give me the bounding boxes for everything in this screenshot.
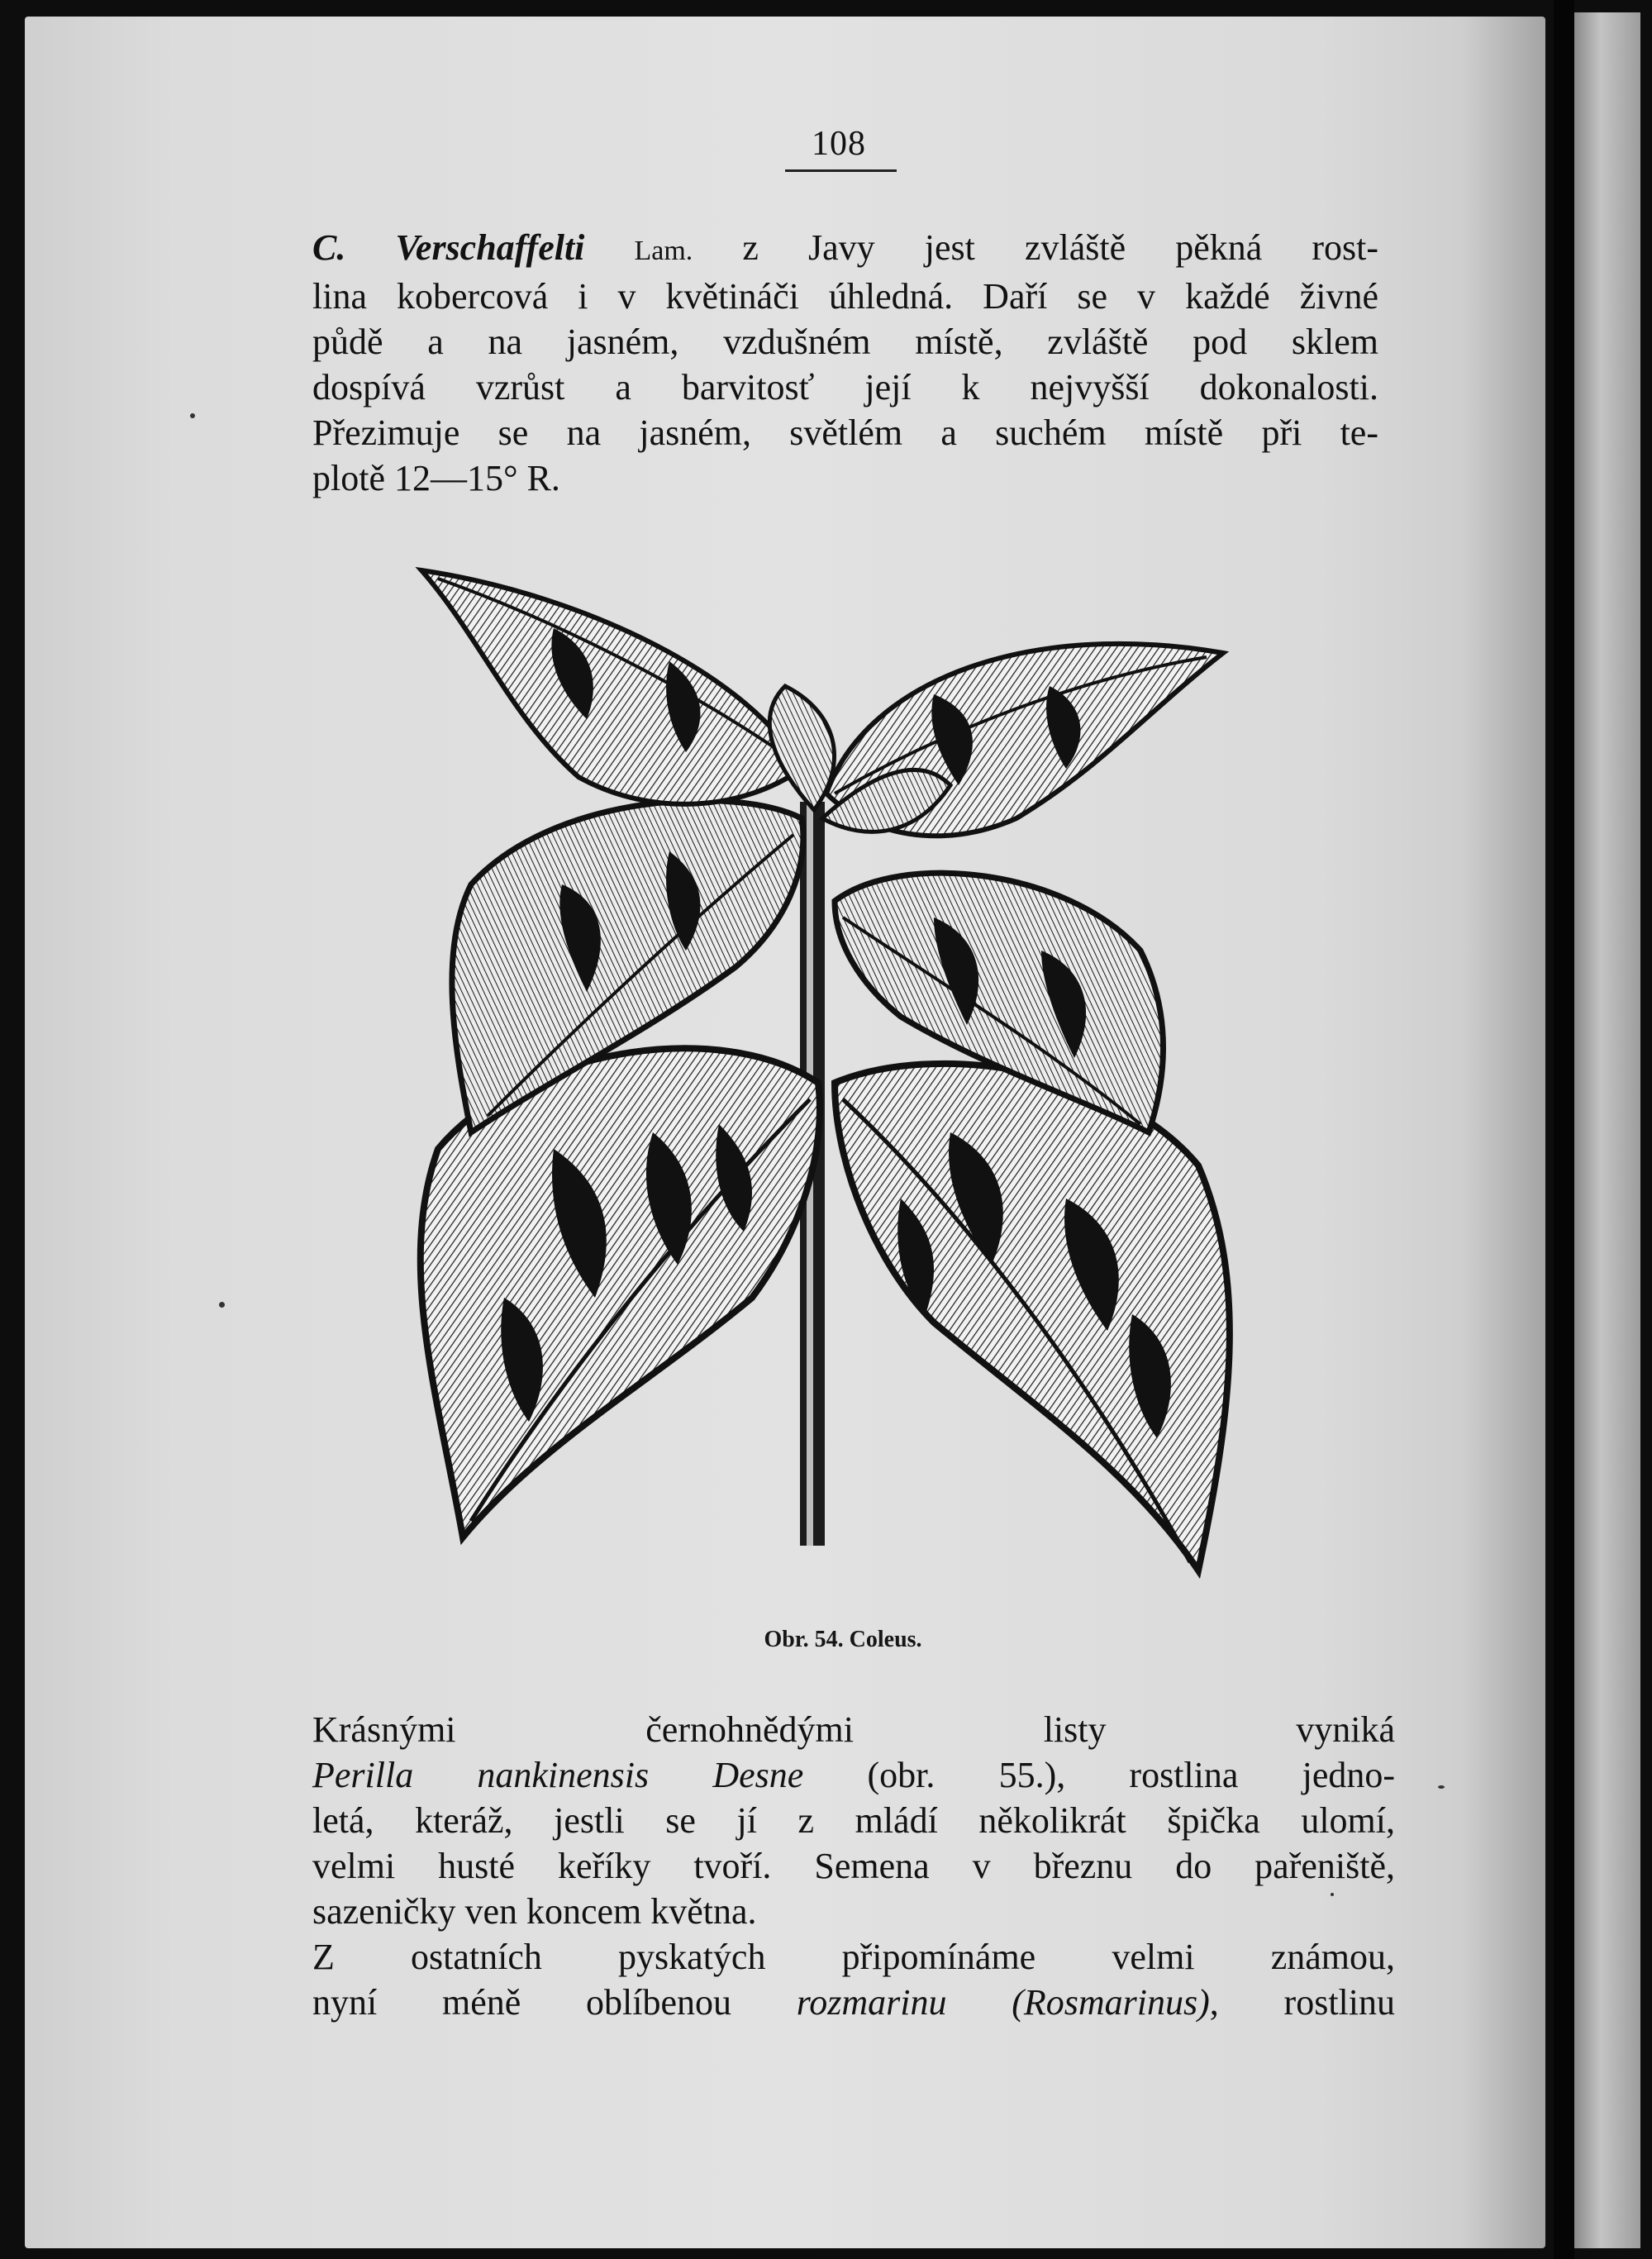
paragraph2-line xyxy=(312,1843,1395,1889)
paragraph2-line xyxy=(312,1752,1395,1798)
paragraph3-line xyxy=(312,1980,1395,2025)
text-run xyxy=(946,1982,1012,2023)
text-run: Přezimuje se na jasném, světlém a suchém místě při te- xyxy=(312,412,1378,453)
paragraph-coleus-verschaffelti xyxy=(312,225,1378,501)
coleus-plant-illustration xyxy=(405,554,1281,1604)
page-gutter-shadow xyxy=(1463,17,1545,2248)
paper-speck xyxy=(219,1302,225,1308)
page-number-rule xyxy=(785,169,897,172)
book-spine xyxy=(1554,0,1574,2259)
text-run: letá, kteráž, jestli se jí z mládí několikrát špička ulomí, xyxy=(312,1800,1395,1841)
text-run: velmi husté keříky tvoří. Semena v březnu do pařeniště, xyxy=(312,1846,1395,1886)
figure-caption: Obr. 54. Coleus. xyxy=(764,1627,922,1652)
text-run: dospívá vzrůst a barvitosť její k nejvyšší dokonalosti. xyxy=(312,367,1378,407)
paragraph1-line xyxy=(312,319,1378,365)
paragraph1-line xyxy=(312,274,1378,319)
paragraph1-line xyxy=(312,455,1378,501)
text-run: Desne xyxy=(712,1755,804,1795)
text-run: z Javy jest zvláště pěkná rost- xyxy=(693,227,1379,268)
paragraph-perilla xyxy=(312,1707,1395,1934)
text-run: (obr. 55.), rostlina jedno- xyxy=(803,1755,1396,1795)
paper-speck xyxy=(1331,1893,1334,1896)
text-run: , rostlinu xyxy=(1209,1982,1395,2023)
text-run: nyní méně oblíbenou xyxy=(312,1982,797,2023)
text-run: Krásnými černohnědými listy vyniká xyxy=(312,1709,1395,1750)
text-run: sazeničky ven koncem května. xyxy=(312,1891,757,1932)
leaf-lower-right xyxy=(835,1064,1230,1570)
text-run: půdě a na jasném, vzdušném místě, zvláště pod sklem xyxy=(312,322,1378,362)
text-run: Perilla nankinensis xyxy=(312,1755,650,1795)
text-run: C. Verschaffelti xyxy=(312,227,585,268)
paragraph2-line xyxy=(312,1798,1395,1843)
adjacent-page-edge xyxy=(1574,12,1640,2248)
text-run xyxy=(584,227,634,268)
text-run: Z ostatních pyskatých připomínáme velmi známou, xyxy=(312,1937,1395,1977)
paragraph1-line xyxy=(312,365,1378,410)
paper-speck xyxy=(1438,1785,1445,1789)
page-number: 108 xyxy=(812,125,866,163)
text-run: plotě 12—15° R. xyxy=(312,458,560,498)
text-run xyxy=(649,1755,712,1795)
text-run: Lam. xyxy=(634,236,693,266)
paragraph2-line xyxy=(312,1889,1395,1934)
text-run: lina kobercová i v květináči úhledná. Daří se v každé živné xyxy=(312,276,1378,317)
text-run: rozmarinu xyxy=(796,1982,947,2023)
paragraph2-line xyxy=(312,1707,1395,1752)
paragraph1-line xyxy=(312,410,1378,455)
paragraph-rosmarinus xyxy=(312,1934,1395,2025)
text-run: (Rosmarinus) xyxy=(1012,1982,1210,2023)
paragraph1-line xyxy=(312,225,1378,274)
paragraph3-line xyxy=(312,1934,1395,1980)
leaf-top-left xyxy=(421,570,802,804)
paper-speck xyxy=(190,413,195,418)
